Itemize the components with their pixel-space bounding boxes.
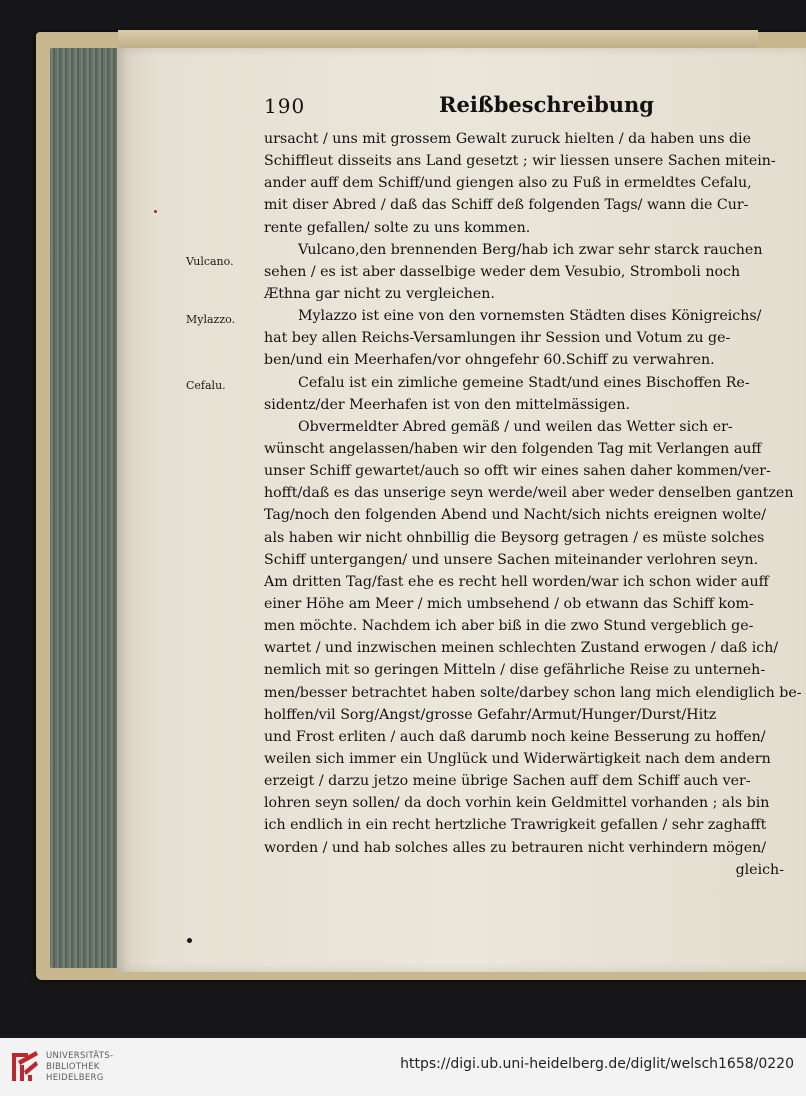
- permalink-url[interactable]: https://digi.ub.uni-heidelberg.de/diglit/welsch1658/0220: [400, 1056, 794, 1072]
- text-line: worden / und hab solches alles zu betrauren nicht verhindern mögen/: [264, 839, 767, 856]
- footer-bar: [0, 1038, 806, 1096]
- text-line: wartet / und inzwischen meinen schlechten Zustand erwogen / daß ich/: [264, 640, 779, 657]
- text-line: hat bey allen Reichs-Versamlungen ihr Session und Votum zu ge-: [264, 330, 731, 347]
- text-line: ander auff dem Schiff/und giengen also zu Fuß in ermeldtes Cefalu,: [264, 175, 752, 192]
- text-line: wünscht angelassen/haben wir den folgenden Tag mit Verlangen auff: [264, 440, 762, 457]
- text-line: hofft/daß es das unserige seyn werde/weil aber weder denselben gantzen: [264, 485, 794, 502]
- text-line: Mylazzo ist eine von den vornemsten Städten dises Königreichs/: [298, 308, 762, 325]
- institution-line-2: BIBLIOTHEK: [46, 1062, 100, 1072]
- text-line: Æthna gar nicht zu vergleichen.: [264, 285, 495, 302]
- text-line: Cefalu ist ein zimliche gemeine Stadt/und eines Bischoffen Re-: [298, 374, 750, 391]
- running-title: Reißbeschreibung: [439, 92, 654, 117]
- institution-line-3: HEIDELBERG: [46, 1073, 104, 1083]
- text-line: lohren seyn sollen/ da doch vorhin kein Geldmittel vorhanden ; als bin: [264, 795, 770, 812]
- ink-speck: [154, 210, 157, 213]
- marginal-note-mylazzo: Mylazzo.: [186, 313, 236, 326]
- text-line: als haben wir nicht ohnbillig die Beysorg getragen / es müste solches: [264, 529, 765, 546]
- text-line: weilen sich immer ein Unglück und Widerwärtigkeit nach dem andern: [264, 750, 771, 767]
- page-header: [264, 92, 784, 122]
- text-line: einer Höhe am Meer / mich umbsehend / ob etwann das Schiff kom-: [264, 595, 754, 612]
- ink-dot: [187, 938, 192, 943]
- text-line: Vulcano,den brennenden Berg/hab ich zwar sehr starck rauchen: [298, 241, 763, 258]
- text-line: nemlich mit so geringen Mitteln / dise gefährliche Reise zu unterneh-: [264, 662, 766, 679]
- text-line: Schiff untergangen/ und unsere Sachen miteinander verlohren seyn.: [264, 551, 759, 568]
- page-number: 190: [264, 94, 306, 118]
- marginal-note-cefalu: Cefalu.: [186, 379, 226, 392]
- text-line: mit diser Abred / daß das Schiff deß folgenden Tags/ wann die Cur-: [264, 197, 749, 214]
- institution-line-1: UNIVERSITÄTS-: [46, 1051, 114, 1061]
- text-line: ursacht / uns mit grossem Gewalt zuruck hielten / da haben uns die: [264, 131, 751, 147]
- text-line: Obvermeldter Abred gemäß / und weilen das Wetter sich er-: [298, 418, 733, 435]
- text-line: rente gefallen/ solte zu uns kommen.: [264, 219, 531, 236]
- text-line: erzeigt / darzu jetzo meine übrige Sachen auff dem Schiff auch ver-: [264, 773, 751, 790]
- page-edges-top: [118, 30, 758, 48]
- text-line: sehen / es ist aber dasselbige weder dem Vesubio, Stromboli noch: [264, 263, 741, 280]
- text-line: unser Schiff gewartet/auch so offt wir eines sahen daher kommen/ver-: [264, 463, 771, 480]
- text-line: Schiffleut disseits ans Land gesetzt ; wir liessen unsere Sachen mitein-: [264, 153, 776, 170]
- text-line: Am dritten Tag/fast ehe es recht hell worden/war ich schon wider auff: [264, 573, 769, 590]
- catchword: gleich-: [735, 861, 784, 878]
- text-line: men/besser betrachtet haben solte/darbey schon lang mich elendiglich be-: [264, 684, 802, 701]
- text-line: ich endlich in ein recht hertzliche Trawrigkeit gefallen / sehr zaghafft: [264, 817, 767, 834]
- text-line: holffen/vil Sorg/Angst/grosse Gefahr/Armut/Hunger/Durst/Hitz: [264, 706, 717, 723]
- institution-name: [46, 1051, 113, 1084]
- text-line: men möchte. Nachdem ich aber biß in die zwo Stund vergeblich ge-: [264, 618, 754, 635]
- page-edges-side: [50, 48, 120, 968]
- body-text: [264, 128, 802, 881]
- text-line: sidentz/der Meerhafen ist von den mittelmässigen.: [264, 396, 630, 413]
- text-line: und Frost erliten / auch daß darumb noch keine Besserung zu hoffen/: [264, 728, 766, 745]
- university-logo-icon: [10, 1047, 40, 1085]
- marginal-note-vulcano: Vulcano.: [186, 255, 234, 268]
- text-line: ben/und ein Meerhafen/vor ohngefehr 60.Schiff zu verwahren.: [264, 352, 715, 369]
- text-line: Tag/noch den folgenden Abend und Nacht/sich nichts ereignen wolte/: [264, 507, 767, 524]
